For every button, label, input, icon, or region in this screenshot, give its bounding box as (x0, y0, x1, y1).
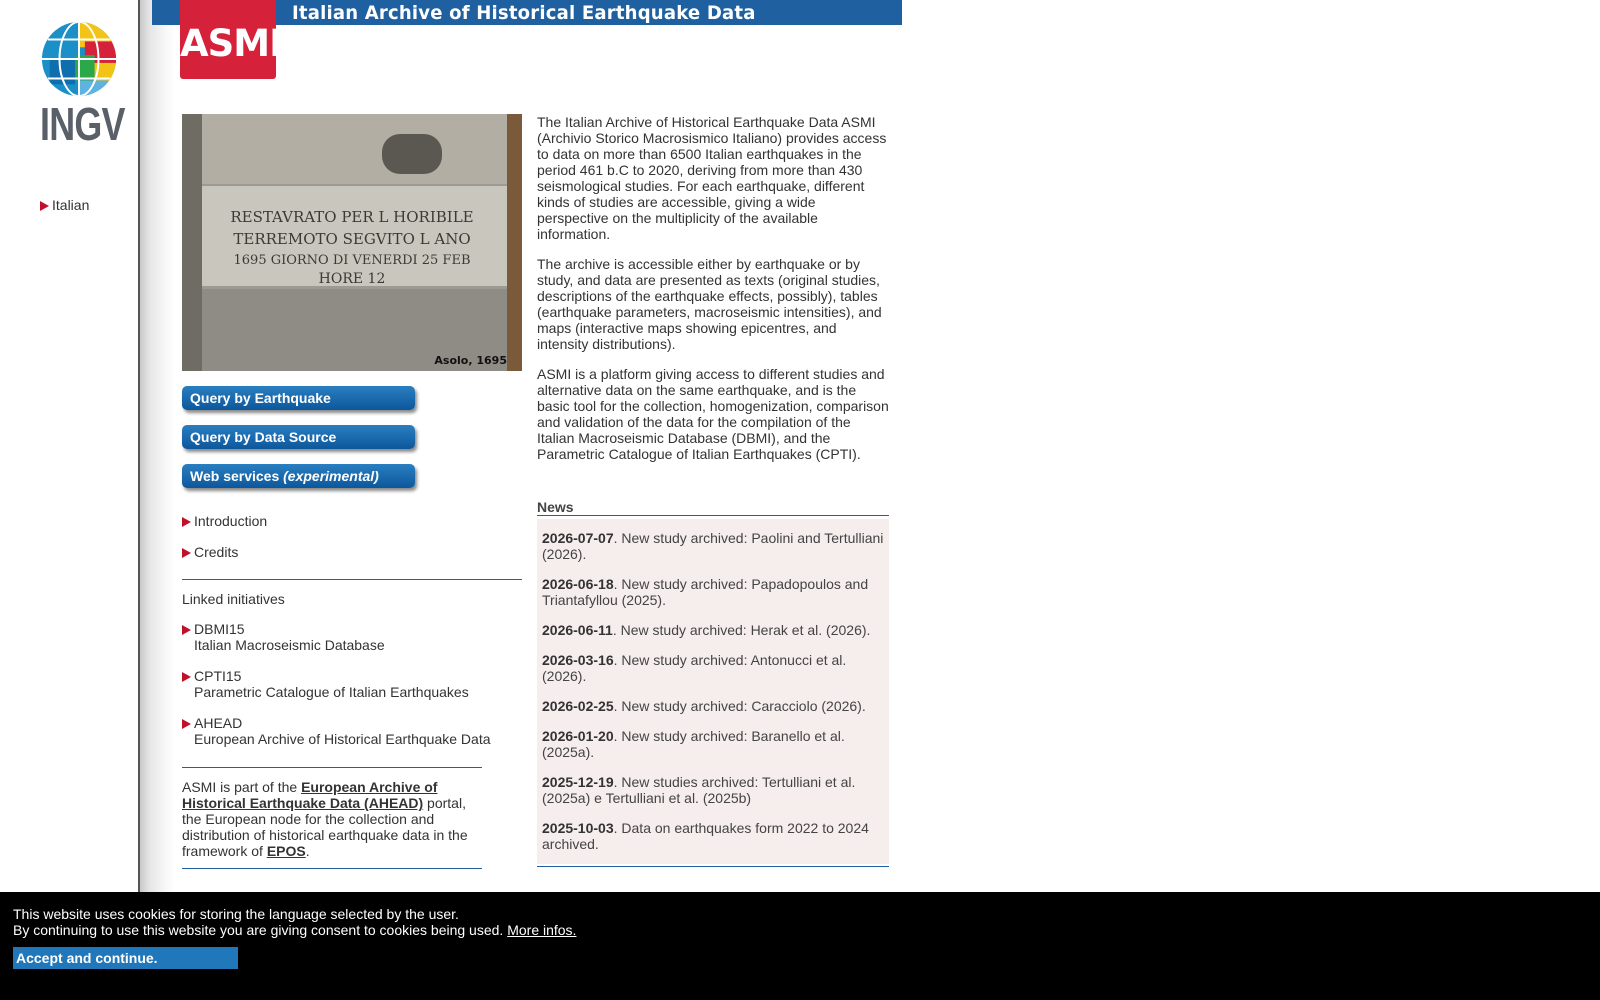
cookie-consent-text: By continuing to use this website you are giving consent to cookies being used. More infos. (13, 922, 577, 938)
plaque-line-1: RESTAVRATO PER L HORIBILE (230, 208, 474, 226)
ingv-logo[interactable] (36, 18, 124, 150)
sidebar (0, 0, 138, 1000)
linked-item-ahead[interactable]: AHEAD European Archive of Historical Earthquake Data (182, 715, 491, 747)
introduction-link[interactable]: Introduction (182, 513, 267, 529)
news-title: News (537, 499, 574, 515)
page-title: Italian Archive of Historical Earthquake Data (292, 2, 756, 24)
ahead-note: ASMI is part of the European Archive of Historical Earthquake Data (AHEAD) portal, the European node for the collection and distribution of historical earthquake data in the framework of EPOS. (182, 779, 468, 859)
photo-caption: Asolo, 1695 (434, 354, 507, 367)
plaque-line-3: 1695 GIORNO DI VENERDI 25 FEB (233, 253, 471, 268)
news-item: 2026-06-11. New study archived: Herak et al. (2026). (542, 622, 871, 638)
linked-item-cpti15[interactable]: CPTI15 Parametric Catalogue of Italian Earthquakes (182, 668, 469, 700)
page-gutter (140, 0, 175, 1000)
divider (537, 866, 889, 867)
intro-paragraph: The Italian Archive of Historical Earthquake Data ASMI (Archivio Storico Macrosismico Italiano) provides access to data on more than 6500 Italian earthquakes in the period 461 b.C to 2020, deriving from more than 430 seismological studies. For each earthquake, different kinds of studies are accessible, giving a wide perspective on the multiplicity of the available information. (537, 114, 887, 242)
divider (537, 515, 889, 516)
bullet-triangle-icon (182, 719, 191, 729)
divider (182, 868, 482, 869)
bullet-triangle-icon (182, 548, 191, 558)
divider (182, 767, 482, 768)
epos-link[interactable]: EPOS (266, 843, 306, 859)
ingv-logo-text: INGV (40, 98, 125, 150)
bullet-triangle-icon (40, 201, 49, 211)
query-by-data-source-button[interactable]: Query by Data Source (182, 425, 415, 449)
accept-cookies-button[interactable]: Accept and continue. (13, 947, 238, 969)
news-item: 2026-03-16. New study archived: Antonucci et al. (2026). (542, 652, 847, 684)
ahead-link[interactable]: European Archive of Historical Earthquake Data (AHEAD) (182, 779, 438, 811)
web-services-button[interactable]: Web services (experimental) (182, 464, 415, 488)
news-item: 2026-06-18. New study archived: Papadopoulos and Triantafyllou (2025). (542, 576, 869, 608)
bullet-triangle-icon (182, 672, 191, 682)
news-item: 2025-12-19. New studies archived: Tertulliani et al. (2025a) e Tertulliani et al. (2025b) (542, 774, 856, 806)
cookie-message: This website uses cookies for storing the language selected by the user. (13, 906, 459, 922)
linked-item-dbmi15[interactable]: DBMI15 Italian Macroseismic Database (182, 621, 385, 653)
language-link-italian[interactable]: Italian (40, 197, 89, 213)
asmi-logo[interactable]: ASMI (180, 0, 276, 79)
news-item: 2026-07-07. New study archived: Paolini and Tertulliani (2026). (542, 530, 884, 562)
intro-paragraph: The archive is accessible either by earthquake or by study, and data are presented as texts (original studies, descriptions of the earthquake effects, possibly), tables (earthquake parameters, macroseismic intensities), and maps (interactive maps showing epicentres, and intensity distributions). (537, 256, 882, 352)
credits-link[interactable]: Credits (182, 544, 238, 560)
globe-icon (40, 20, 118, 98)
historic-plaque-photo (182, 114, 522, 371)
divider (182, 579, 522, 580)
news-panel (537, 519, 889, 864)
plaque-line-4: HORE 12 (318, 271, 386, 287)
query-by-earthquake-button[interactable]: Query by Earthquake (182, 386, 415, 410)
cookie-banner (0, 892, 1600, 1000)
bullet-triangle-icon (182, 625, 191, 635)
bullet-triangle-icon (182, 517, 191, 527)
news-item: 2026-02-25. New study archived: Caracciolo (2026). (542, 698, 866, 714)
news-item: 2026-01-20. New study archived: Baranello et al. (2025a). (542, 728, 845, 760)
plaque-line-2: TERREMOTO SEGVITO L ANO (233, 230, 471, 248)
news-item: 2025-10-03. Data on earthquakes form 2022 to 2024 archived. (542, 820, 869, 852)
more-infos-link[interactable]: More infos. (507, 922, 577, 938)
intro-text (537, 114, 889, 476)
linked-initiatives-title: Linked initiatives (182, 591, 285, 607)
intro-paragraph: ASMI is a platform giving access to different studies and alternative data on the same earthquake, and is the basic tool for the collection, homogenization, comparison and validation of the data for the compilation of the Italian Macroseismic Database (DBMI), and the Parametric Catalogue of Italian Earthquakes (CPTI). (537, 366, 889, 462)
